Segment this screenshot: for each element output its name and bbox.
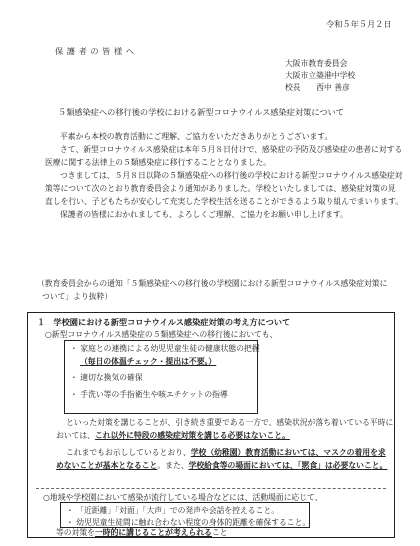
closing-text: 等の対策を xyxy=(56,528,95,537)
emphasis-text: 一時的に講じることが考えられる xyxy=(94,528,212,537)
body-line: つきましては、５月８日以降の５類感染症への移行後の学校における新型コロナウイルス感染症対 xyxy=(60,171,403,180)
measure-item: ・ 手洗い等の手指衛生や咳エチケットの指導 xyxy=(70,390,228,399)
measure-item: ・ 家庭との連携による幼児児童生徒の健康状態の把握 xyxy=(70,344,260,353)
outbreak-item: ・ 「近距離」「対面」「大声」での発声や会話を控えること。 xyxy=(66,506,279,515)
sender-principal: 校長 西中 善彦 xyxy=(285,83,350,92)
section-intro: ○新型コロナウイルス感染症の５類感染症への移行後においても、 xyxy=(45,330,278,339)
body-line: 直しを行い、子どもたちが安心して充実した学校生活を送ることができるよう取り組んでまいります。 xyxy=(45,197,404,206)
recipient: 保 護 者 の 皆 様 へ xyxy=(55,46,135,56)
paragraph-text: これまでもお示ししているとおり、 xyxy=(66,448,191,457)
body-line: 医療に関する法律上の５類感染症に移行することとなりました。 xyxy=(45,158,272,167)
outbreak-intro: ○地域や学校園において感染が流行している場合などには、活動場面に応じて、 xyxy=(43,493,323,502)
excerpt-note: ついて」より抜粋） xyxy=(42,292,113,301)
body-line: 保護者の皆様におかれましても、よろしくご理解、ご協力をお願い申し上げます。 xyxy=(60,210,348,219)
body-line: さて、新型コロナウイルス感染症は本年５月８日付けで、感染症の予防及び感染症の患者に対する xyxy=(60,145,403,154)
document-title: ５類感染症への移行後の学校における新型コロナウイルス感染症対策について xyxy=(58,107,344,117)
body-line: 策等について次のとおり教育委員会より通知がありました。学校といたしましては、感染症対策の見 xyxy=(45,184,396,193)
closing-line xyxy=(56,527,228,538)
paragraph-line xyxy=(56,430,290,441)
body-line: 平素から本校の教育活動にご理解、ご協力をいただきありがとうございます。 xyxy=(60,132,333,141)
divider xyxy=(36,488,386,489)
excerpt-note: （教育委員会からの通知「５類感染症への移行後の学校園における新型コロナウイルス感染症対策に xyxy=(37,279,388,288)
sender-school: 大阪市立築港中学校 xyxy=(285,71,356,80)
section-heading: １ 学校園における新型コロナウイルス感染症対策の考え方について xyxy=(37,317,291,327)
measure-note: （毎日の体温チェック・提出は不要。） xyxy=(80,357,217,366)
date: 令和５年５月２日 xyxy=(326,19,392,29)
emphasis-text: 学校（幼稚園）教育活動においては、マスクの着用を求 xyxy=(190,448,386,457)
paragraph-line: といった対策を講じることが、引き続き重要である一方で、感染状況が落ち着いている平時に xyxy=(66,418,394,427)
paragraph-line xyxy=(56,460,387,471)
outbreak-item: ・ 幼児児童生徒間に触れ合わない程度の身体的距離を確保すること。 xyxy=(66,518,311,527)
emphasis-text: めないことが基本となること xyxy=(56,461,158,470)
measure-item: ・ 適切な換気の確保 xyxy=(70,373,143,382)
emphasis-text: これ以外に特段の感染症対策を講じる必要はないこと。 xyxy=(94,431,290,440)
emphasis-text: と。 xyxy=(371,461,388,470)
closing-text: こと xyxy=(211,528,228,537)
paragraph-text: 。また、 xyxy=(157,461,189,470)
emphasis-text: 学校給食等の場面においては、「黙食」は必要ないこ xyxy=(188,461,372,470)
paragraph-line xyxy=(66,447,386,458)
sender-org: 大阪市教育委員会 xyxy=(285,59,348,68)
paragraph-text: おいては、 xyxy=(56,431,95,440)
